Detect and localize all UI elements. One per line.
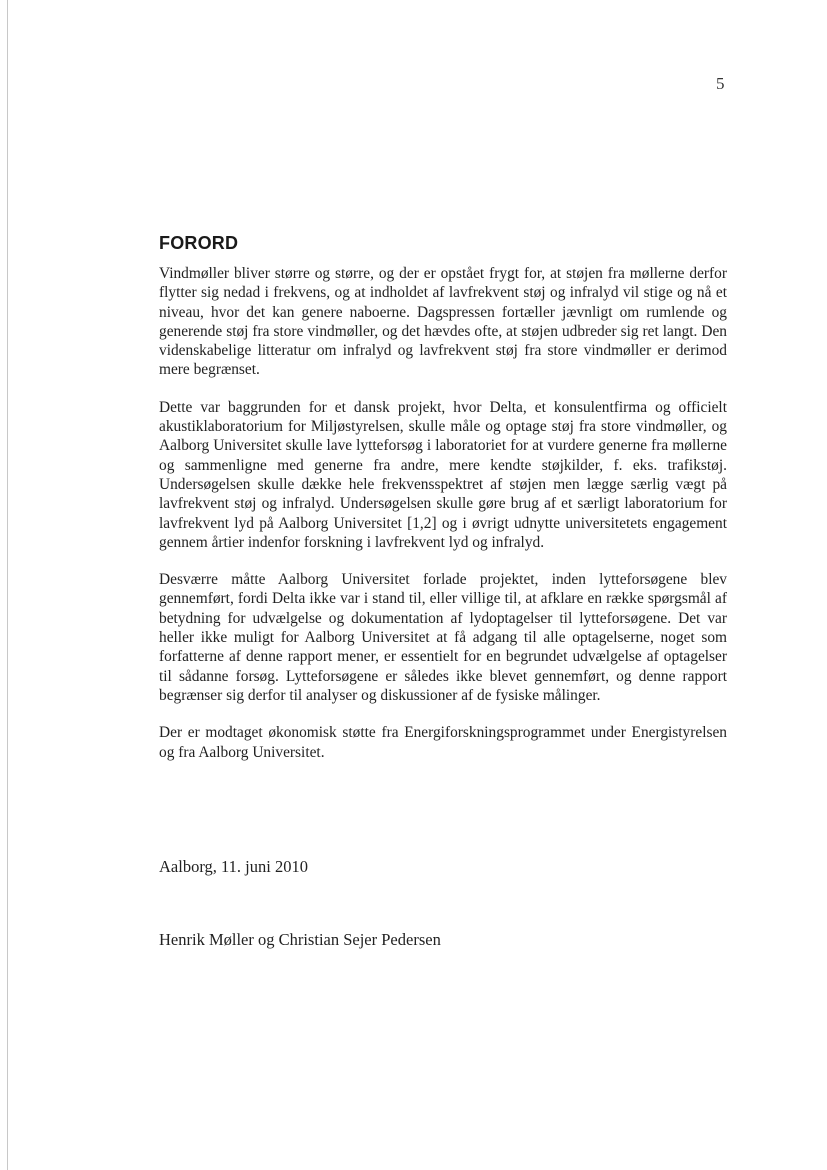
paragraph-4: Der er modtaget økonomisk støtte fra Energiforskningsprogrammet under Energistyrelsen og fra Aalborg Universitet. [159,724,727,761]
paragraph-3: Desværre måtte Aalborg Universitet forlade projektet, inden lytteforsøgene blev gennemført, fordi Delta ikke var i stand til, eller villige til, at afklare en række spørgsmål af betydning for udvælgelse og dokumentation af lydoptagelser til lytteforsøgene. Det var heller ikke muligt for Aalborg Universitet at få adgang til alle optagelserne, noget som forfatterne af denne rapport mener, er essentielt for en begrundet udvælgelse af optagelser til sådanne forsøg. Lytteforsøgene er således ikke blevet gennemført, og denne rapport begrænser sig derfor til analyser og diskussioner af de fysiske målinger. [159,571,727,704]
paragraph-2: Dette var baggrunden for et dansk projekt, hvor Delta, et konsulentfirma og officielt akustiklaboratorium for Miljøstyrelsen, skulle måle og optage støj fra store vindmøller, og Aalborg Universitet skulle lave lytteforsøg i laboratoriet for at vurdere generne fra møllerne og sammenligne med generne fra andre, mere kendte støjkilder, f. eks. trafikstøj. Undersøgelsen skulle dække hele frekvensspektret af støjen men lægge særlig vægt på lavfrekvent støj og infralyd. Undersøgelsen skulle gøre brug af et særligt laboratorium for lavfrekvent lyd på Aalborg Universitet [1,2] og i øvrigt udnytte universitetets engagement gennem årtier indenfor forskning i lavfrekvent lyd og infralyd. [159,398,727,551]
authors-signature: Henrik Møller og Christian Sejer Pedersen [159,930,441,949]
place-and-date: Aalborg, 11. juni 2010 [159,857,308,876]
scan-edge-line [7,0,8,1170]
paragraph-1: Vindmøller bliver større og større, og der er opstået frygt for, at støjen fra møllerne derfor flytter sig nedad i frekvens, og at indholdet af lavfrekvent støj og infralyd vil stige og nå et niveau, hvor det kan genere naboerne. Dagspressen fortæller jævnligt om rumlende og generende støj fra store vindmøller, og det hævdes ofte, at støjen udbreder sig ret langt. Den videnskabelige litteratur om infralyd og lavfrekvent støj fra store vindmøller er derimod mere begrænset. [159,265,727,379]
page-number: 5 [716,74,725,93]
section-heading: FORORD [159,233,239,253]
foreword-section [159,231,727,762]
